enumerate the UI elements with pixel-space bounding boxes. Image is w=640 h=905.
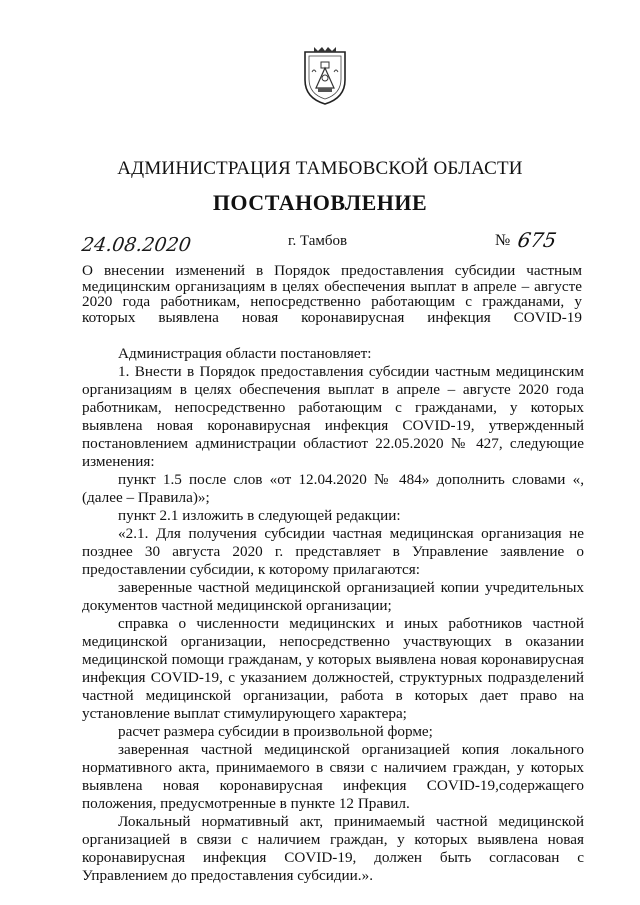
body-paragraph: пункт 1.5 после слов «от 12.04.2020 № 484» дополнить словами «, (далее – Правила)»; <box>82 471 584 506</box>
body-paragraph: заверенная частной медицинской организацией копия локального нормативного акта, принимаемого в связи с наличием граждан, у которых выявлена новая коронавирусная инфекция COVID-19,содержащего положения, предусмотренные в пункте 12 Правил. <box>82 741 584 812</box>
organization-name: АДМИНИСТРАЦИЯ ТАМБОВСКОЙ ОБЛАСТИ <box>117 158 523 179</box>
document-body <box>82 345 584 885</box>
body-paragraph: Администрация области постановляет: <box>118 345 372 362</box>
body-paragraph: заверенные частной медицинской организацией копии учредительных документов частной медицинской организации; <box>82 579 584 614</box>
document-type: ПОСТАНОВЛЕНИЕ <box>212 190 428 215</box>
body-paragraph: «2.1. Для получения субсидии частная медицинская организация не позднее 30 августа 2020 г. представляет в Управление заявление о предоставлении субсидии, к которому прилагаются: <box>82 525 584 578</box>
document-date: 24.08.2020 <box>80 234 193 256</box>
document-city: г. Тамбов <box>288 233 348 249</box>
body-paragraph: справка о численности медицинских и иных работников частной медицинской организации, непосредственно участвующих в оказании медицинской помощи гражданам, у которых выявлена новая коронавирусная инфекция COVID-19, с указанием должностей, структурных подразделений частной медицинской организации, работа в которых дает право на установление выплат стимулирующего характера; <box>82 615 584 722</box>
body-paragraph: Локальный нормативный акт, принимаемый частной медицинской организацией в связи с наличием граждан, у которых выявлена новая коронавирусная инфекция COVID-19, должен быть согласован с Управлением до предоставления субсидии.». <box>82 813 584 884</box>
coat-of-arms-icon <box>300 44 350 106</box>
body-paragraph: расчет размера субсидии в произвольной форме; <box>118 723 433 740</box>
document-number: 675 <box>515 228 559 252</box>
number-label: № <box>495 232 511 249</box>
body-paragraph: пункт 2.1 изложить в следующей редакции: <box>118 507 401 524</box>
document-subject: О внесении изменений в Порядок предоставления субсидии частным медицинским организациям в целях обеспечения выплат в апреле – августе 2020 года работникам, непосредственно работающим с гражданами, у которых выявлена новая коронавирусная инфекция COVID-19 <box>82 262 582 326</box>
body-paragraph: 1. Внести в Порядок предоставления субсидии частным медицинским организациям в целях обеспечения выплат в апреле – августе 2020 года работникам, непосредственно работающим с гражданами, у которых выявлена новая коронавирусная инфекция COVID-19, утвержденный постановлением администрации областиот 22.05.2020 № 427, следующие изменения: <box>82 363 584 470</box>
